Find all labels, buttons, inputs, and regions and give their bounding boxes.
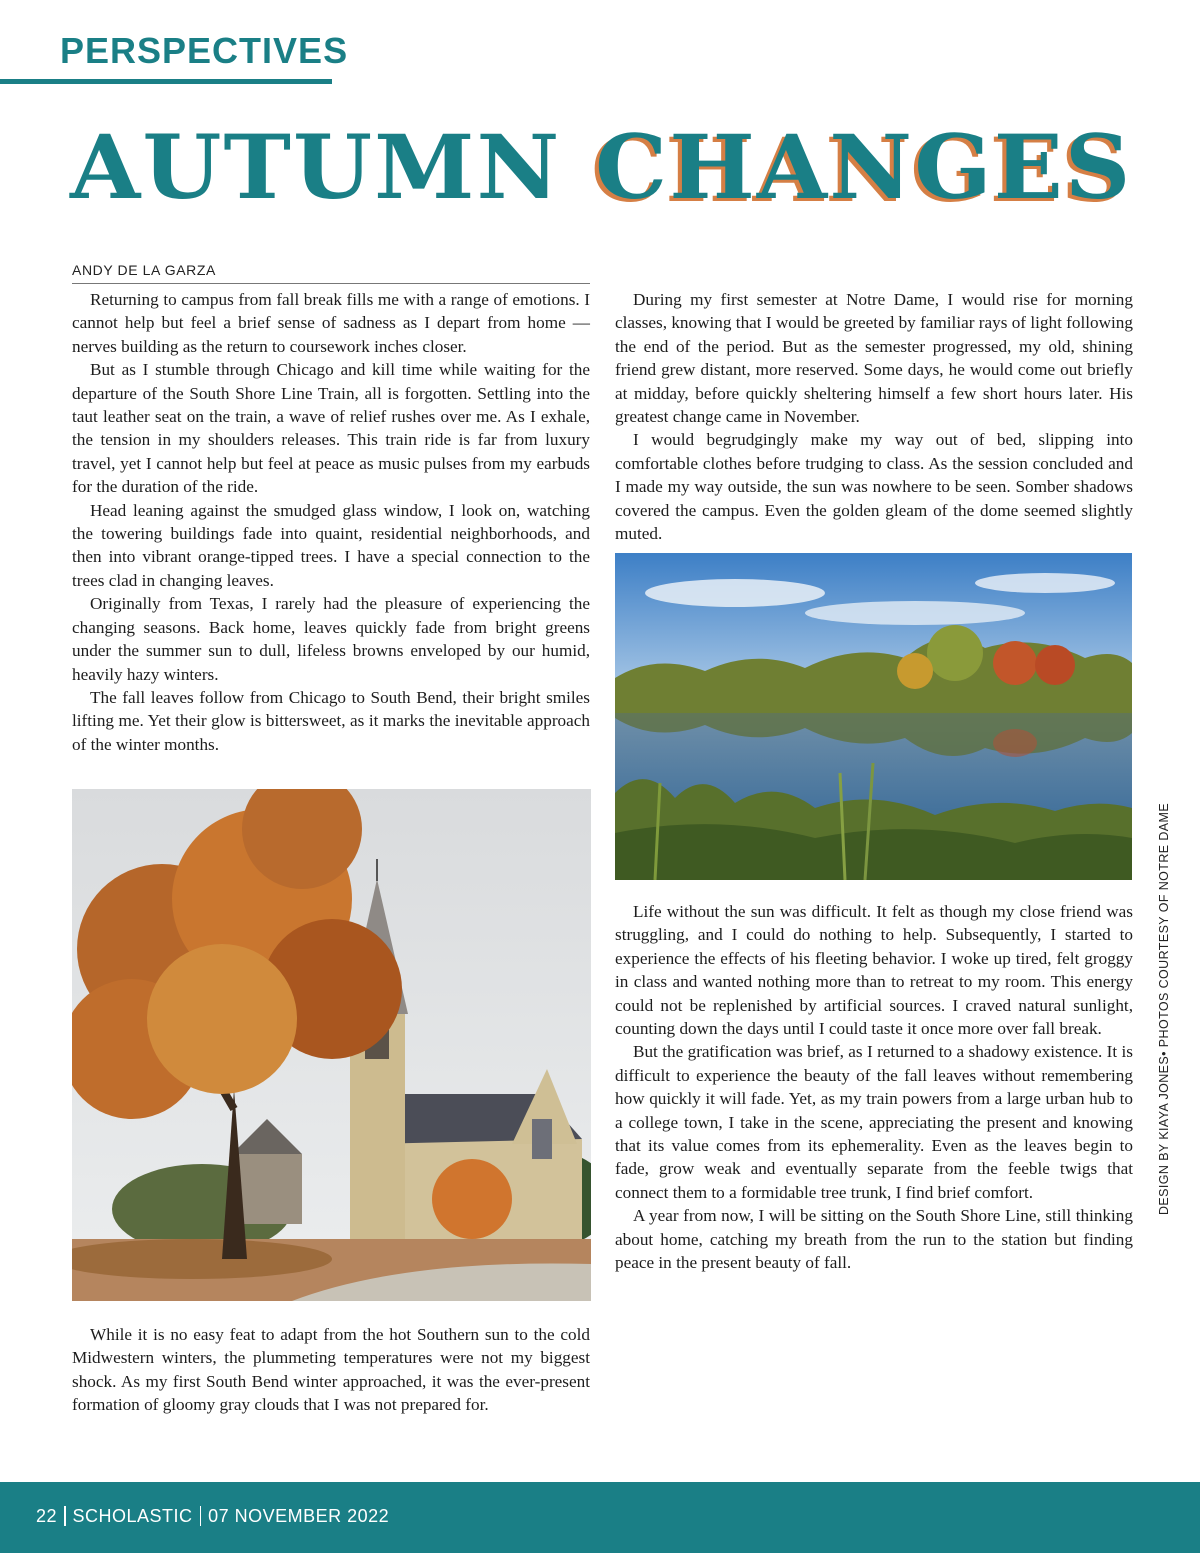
section-rule (0, 79, 332, 84)
divider (200, 1506, 202, 1526)
paragraph: Head leaning against the smudged glass window, I look on, watching the towering buildings fade into quaint, residential neighborhoods, and then into vibrant orange-tipped trees. I have a special connection to the trees clad in changing leaves. (72, 500, 590, 590)
paragraph: But the gratification was brief, as I returned to a shadowy existence. It is difficult to experience the beauty of the fall leaves without remembering how quickly it will fade. Yet, as my train powers from a large urban hub to a college town, I take in the scene, appreciating the present and knowing that its value comes from its ephemerality. Even as the leaves begin to fade, grow weak and eventually separate from the feeble twigs that connect them to a formidable tree trunk, I find brief comfort. (615, 1042, 1133, 1202)
paragraph: A year from now, I will be sitting on the South Shore Line, still thinking about home, catching my breath from the run to the station but finding peace in the present beauty of fall. (615, 1206, 1133, 1273)
issue-date: 07 NOVEMBER 2022 (208, 1506, 390, 1526)
headline-word-1: AUTUMN (70, 115, 562, 219)
paragraph: But as I stumble through Chicago and kill time while waiting for the departure of the South Shore Line Train, all is forgotten. Settling into the taut leather seat on the train, a wave of relief rushes over me. As I exhale, the tension in my shoulders releases. This train ride is far from luxury travel, yet I cannot help but feel at peace as music pulses from my earbuds for the duration of the ride. (72, 360, 590, 497)
page-number: 22 (36, 1506, 58, 1526)
column-2-top (615, 288, 1133, 545)
footer-text (36, 1506, 389, 1527)
column-2-bottom (615, 900, 1133, 1275)
headline (70, 112, 1132, 222)
photo-credit: DESIGN BY KIAYA JONES• PHOTOS COURTESY OF NOTRE DAME (1157, 802, 1171, 1215)
section-label: PERSPECTIVES (60, 30, 349, 71)
paragraph: The fall leaves follow from Chicago to South Bend, their bright smiles lifting me. Yet their glow is bittersweet, as it marks the inevitable approach of the winter months. (72, 687, 590, 754)
paragraph: While it is no easy feat to adapt from the hot Southern sun to the cold Midwestern winters, the plummeting temperatures were not my biggest shock. As my first South Bend winter approached, it was the ever-present formation of gloomy gray clouds that I was not prepared for. (72, 1325, 590, 1415)
paragraph: I would begrudgingly make my way out of bed, slipping into comfortable clothes before trudging to class. As the session concluded and I made my way outside, the sun was nowhere to be seen. Somber shadows covered the campus. Even the golden gleam of the dome seemed slightly muted. (615, 430, 1133, 544)
basilica-autumn-photo (72, 789, 591, 1301)
column-1-top (72, 288, 590, 756)
footer-bar (0, 1482, 1200, 1553)
lake-autumn-photo (615, 553, 1132, 880)
paragraph: Originally from Texas, I rarely had the pleasure of experiencing the changing seasons. Back home, leaves quickly fade from bright greens under the summer sun to dull, lifeless browns enveloped by our humid, heavily hazy winters. (72, 594, 590, 684)
column-1-bottom (72, 1323, 590, 1417)
divider (64, 1506, 66, 1526)
paragraph: During my first semester at Notre Dame, I would rise for morning classes, knowing that I would be greeted by familiar rays of light following the end of the period. But as the semester progressed, my old, shining friend grew distant, more reserved. Some days, he would come out briefly at midday, before quickly sheltering himself a few short hours later. His greatest change came in November. (615, 290, 1133, 427)
paragraph: Life without the sun was difficult. It felt as though my close friend was struggling, and I could do nothing to help. Subsequently, I started to experience the effects of his fleeting behavior. I woke up tired, felt groggy in class and wanted nothing more than to retreat to my room. This energy could not be replenished by artificial sources. I craved natural sunlight, counting down the days until I could taste it once more over fall break. (615, 902, 1133, 1039)
byline: ANDY DE LA GARZA (72, 262, 590, 284)
paragraph: Returning to campus from fall break fills me with a range of emotions. I cannot help but feel a brief sense of sadness as I depart from home — nerves building as the return to coursework inches closer. (72, 290, 590, 356)
publication-name: SCHOLASTIC (72, 1506, 193, 1526)
headline-word-2: CHANGES (595, 115, 1133, 219)
